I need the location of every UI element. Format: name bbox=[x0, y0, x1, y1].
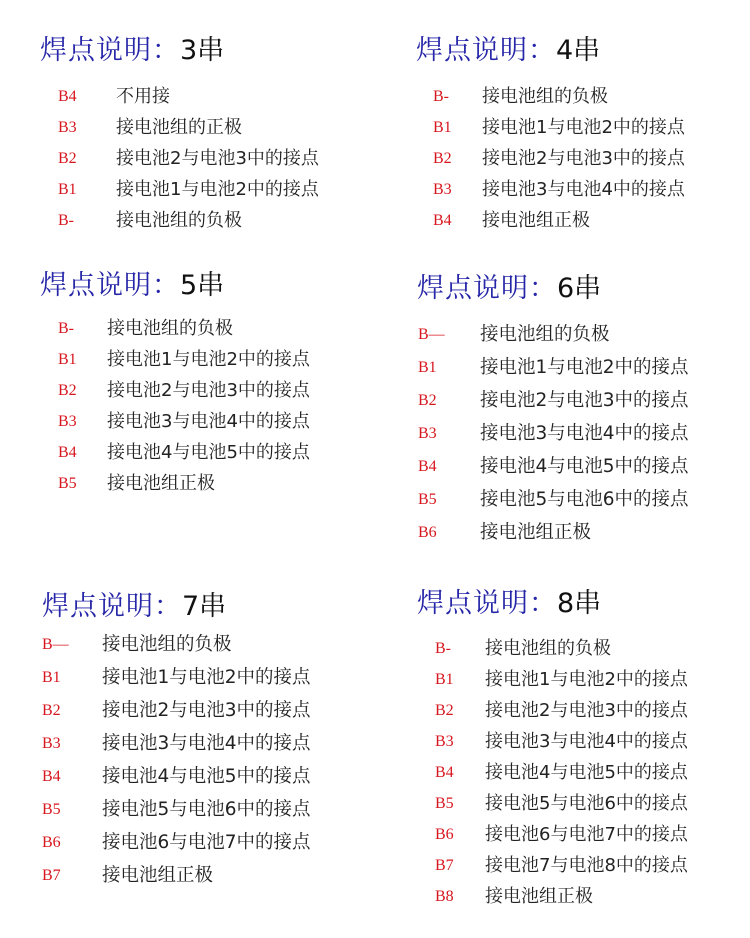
pad-label: B2 bbox=[433, 150, 452, 167]
pad-label: B3 bbox=[435, 733, 454, 750]
title-text: 焊点说明： bbox=[417, 273, 557, 304]
pad-description: 接电池组的负极 bbox=[116, 210, 242, 231]
pad-label: B8 bbox=[435, 888, 454, 905]
pad-description: 接电池3与电池4中的接点 bbox=[480, 423, 689, 444]
pad-label: B1 bbox=[58, 351, 77, 368]
series-count: 6串 bbox=[557, 273, 602, 304]
pad-label: B3 bbox=[58, 119, 77, 136]
pad-description: 接电池5与电池6中的接点 bbox=[485, 793, 688, 814]
series-count: 3串 bbox=[180, 35, 225, 66]
section-4-series bbox=[416, 34, 685, 231]
pad-label: B2 bbox=[58, 150, 77, 167]
pad-description: 接电池1与电池2中的接点 bbox=[480, 357, 689, 378]
pad-label: B4 bbox=[58, 88, 77, 105]
pad-description: 接电池3与电池4中的接点 bbox=[107, 411, 310, 432]
pad-label: B- bbox=[58, 320, 74, 337]
pad-description: 接电池组正极 bbox=[107, 473, 215, 494]
pad-label: B- bbox=[433, 88, 449, 105]
pad-description: 接电池6与电池7中的接点 bbox=[485, 824, 688, 845]
pad-description: 接电池1与电池2中的接点 bbox=[107, 349, 310, 370]
section-5-series bbox=[40, 269, 310, 494]
pad-label: B2 bbox=[58, 382, 77, 399]
pad-label: B1 bbox=[418, 359, 437, 376]
section-7-series bbox=[42, 590, 311, 886]
pad-label: B7 bbox=[42, 867, 61, 884]
pad-description: 接电池2与电池3中的接点 bbox=[102, 700, 311, 721]
pad-description: 接电池3与电池4中的接点 bbox=[482, 179, 685, 200]
pad-description: 接电池1与电池2中的接点 bbox=[482, 117, 685, 138]
pad-description: 接电池组的正极 bbox=[116, 117, 242, 138]
title-text: 焊点说明： bbox=[416, 35, 556, 66]
pad-description: 接电池组的负极 bbox=[482, 86, 608, 107]
pad-label: B5 bbox=[58, 475, 77, 492]
pad-label: B5 bbox=[435, 795, 454, 812]
pad-description: 接电池5与电池6中的接点 bbox=[480, 489, 689, 510]
pad-label: B2 bbox=[418, 392, 437, 409]
pad-description: 接电池组正极 bbox=[482, 210, 590, 231]
pad-description: 接电池2与电池3中的接点 bbox=[480, 390, 689, 411]
pad-label: B6 bbox=[418, 524, 437, 541]
pad-label: B1 bbox=[58, 181, 77, 198]
title-text: 焊点说明： bbox=[42, 591, 182, 622]
pad-description: 接电池2与电池3中的接点 bbox=[485, 700, 688, 721]
pad-label: B2 bbox=[435, 702, 454, 719]
pad-label: B— bbox=[42, 636, 69, 653]
pad-label: B6 bbox=[435, 826, 454, 843]
pad-label: B1 bbox=[435, 671, 454, 688]
pad-label: B- bbox=[58, 212, 74, 229]
title-text: 焊点说明： bbox=[40, 270, 180, 301]
pad-description: 接电池4与电池5中的接点 bbox=[102, 766, 311, 787]
pad-label: B3 bbox=[418, 425, 437, 442]
pad-description: 接电池组的负极 bbox=[485, 638, 611, 659]
pad-description: 接电池2与电池3中的接点 bbox=[116, 148, 319, 169]
section-title bbox=[42, 590, 226, 624]
pad-label: B1 bbox=[433, 119, 452, 136]
pad-description: 接电池6与电池7中的接点 bbox=[102, 832, 311, 853]
section-8-series bbox=[417, 587, 688, 907]
pad-label: B- bbox=[435, 640, 451, 657]
section-title bbox=[416, 34, 600, 68]
pad-description: 接电池7与电池8中的接点 bbox=[485, 855, 688, 876]
series-count: 4串 bbox=[556, 35, 601, 66]
pad-description: 接电池2与电池3中的接点 bbox=[107, 380, 310, 401]
section-title bbox=[417, 272, 601, 306]
pad-label: B4 bbox=[58, 444, 77, 461]
pad-label: B3 bbox=[433, 181, 452, 198]
pad-label: B4 bbox=[435, 764, 454, 781]
pad-description: 接电池3与电池4中的接点 bbox=[102, 733, 311, 754]
series-count: 8串 bbox=[557, 588, 602, 619]
pad-description: 接电池4与电池5中的接点 bbox=[480, 456, 689, 477]
section-6-series bbox=[417, 272, 689, 543]
pad-description: 接电池3与电池4中的接点 bbox=[485, 731, 688, 752]
pad-label: B2 bbox=[42, 702, 61, 719]
section-3-series bbox=[40, 34, 319, 231]
pad-label: B5 bbox=[42, 801, 61, 818]
pad-label: B— bbox=[418, 326, 445, 343]
pad-description: 接电池组的负极 bbox=[102, 634, 232, 655]
pad-description: 接电池组正极 bbox=[485, 886, 593, 907]
pad-label: B4 bbox=[418, 458, 437, 475]
pad-description: 接电池组的负极 bbox=[107, 318, 233, 339]
title-text: 焊点说明： bbox=[417, 588, 557, 619]
pad-label: B6 bbox=[42, 834, 61, 851]
pad-description: 接电池4与电池5中的接点 bbox=[107, 442, 310, 463]
pad-label: B5 bbox=[418, 491, 437, 508]
pad-label: B1 bbox=[42, 669, 61, 686]
section-title bbox=[40, 269, 224, 303]
title-text: 焊点说明： bbox=[40, 35, 180, 66]
series-count: 5串 bbox=[180, 270, 225, 301]
series-count: 7串 bbox=[182, 591, 227, 622]
pad-label: B3 bbox=[58, 413, 77, 430]
section-title bbox=[40, 34, 224, 68]
section-title bbox=[417, 587, 601, 621]
pad-description: 接电池1与电池2中的接点 bbox=[102, 667, 311, 688]
pad-label: B7 bbox=[435, 857, 454, 874]
pad-description: 接电池1与电池2中的接点 bbox=[485, 669, 688, 690]
pad-description: 接电池2与电池3中的接点 bbox=[482, 148, 685, 169]
pad-label: B3 bbox=[42, 735, 61, 752]
pad-description: 不用接 bbox=[116, 86, 170, 107]
pad-label: B4 bbox=[42, 768, 61, 785]
pad-description: 接电池组正极 bbox=[480, 522, 592, 543]
pad-description: 接电池5与电池6中的接点 bbox=[102, 799, 311, 820]
pad-description: 接电池组正极 bbox=[102, 865, 214, 886]
pad-label: B4 bbox=[433, 212, 452, 229]
pad-description: 接电池4与电池5中的接点 bbox=[485, 762, 688, 783]
pad-description: 接电池1与电池2中的接点 bbox=[116, 179, 319, 200]
pad-description: 接电池组的负极 bbox=[480, 324, 610, 345]
